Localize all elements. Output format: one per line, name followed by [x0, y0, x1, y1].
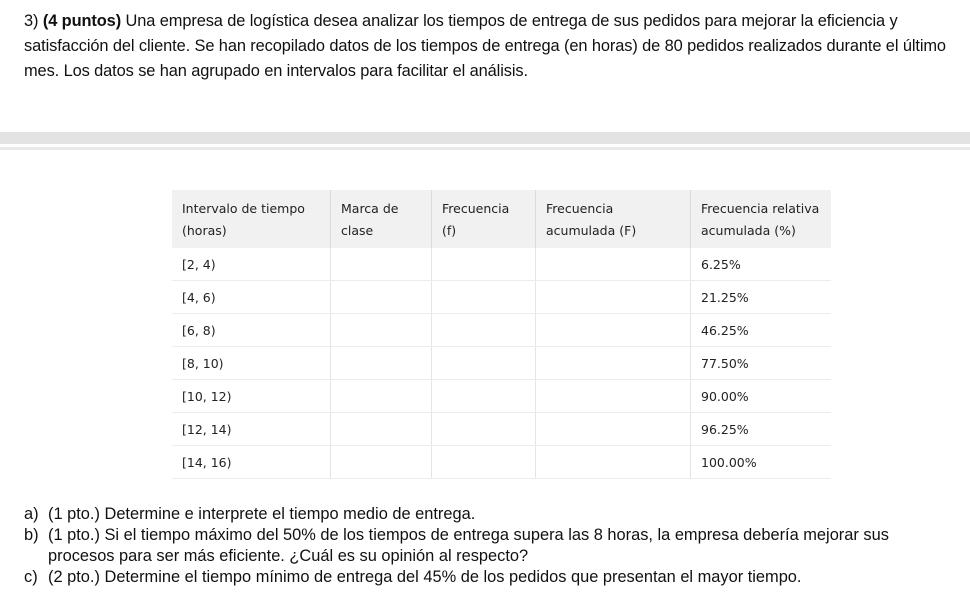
- header-cumulative-frequency: Frecuencia acumulada (F): [536, 190, 691, 248]
- cell-frequency: [432, 446, 536, 479]
- cell-frequency: [432, 248, 536, 281]
- problem-text: Una empresa de logística desea analizar los tiempos de entrega de sus pedidos para mejorar la eficiencia y satisfacción del cliente. Se han recopilado datos de los tiempos de entrega (en horas) de 80 pedidos realizados durante el último mes. Los datos se han agrupado en intervalos para facilitar el análisis.: [24, 12, 946, 80]
- cell-relative-cumulative: 6.25%: [691, 248, 832, 281]
- cell-interval: [2, 4): [172, 248, 331, 281]
- cell-cumulative-frequency: [536, 248, 691, 281]
- separator-line: [0, 147, 970, 150]
- table-row: [172, 380, 831, 413]
- cell-class-mark: [331, 281, 432, 314]
- table-header-row: [172, 190, 831, 248]
- question-text: (1 pto.) Determine e interprete el tiempo medio de entrega.: [48, 505, 476, 523]
- cell-interval: [8, 10): [172, 347, 331, 380]
- question-a: [24, 504, 954, 525]
- table-row: [172, 347, 831, 380]
- cell-interval: [6, 8): [172, 314, 331, 347]
- cell-class-mark: [331, 314, 432, 347]
- cell-relative-cumulative: 90.00%: [691, 380, 832, 413]
- problem-points: (4 puntos): [42, 12, 122, 30]
- question-text: (1 pto.) Si el tiempo máximo del 50% de los tiempos de entrega supera las 8 horas, la empresa debería mejorar sus procesos para ser más eficiente. ¿Cuál es su opinión al respecto?: [48, 526, 889, 565]
- cell-class-mark: [331, 347, 432, 380]
- cell-frequency: [432, 347, 536, 380]
- cell-cumulative-frequency: [536, 314, 691, 347]
- question-b: [24, 525, 954, 567]
- cell-interval: [4, 6): [172, 281, 331, 314]
- header-frequency: Frecuencia (f): [432, 190, 536, 248]
- cell-frequency: [432, 314, 536, 347]
- cell-relative-cumulative: 77.50%: [691, 347, 832, 380]
- cell-class-mark: [331, 380, 432, 413]
- cell-cumulative-frequency: [536, 281, 691, 314]
- cell-interval: [10, 12): [172, 380, 331, 413]
- table-row: [172, 281, 831, 314]
- cell-class-mark: [331, 248, 432, 281]
- table-row: [172, 248, 831, 281]
- problem-statement: [24, 9, 949, 84]
- table-row: [172, 413, 831, 446]
- table-row: [172, 314, 831, 347]
- problem-number: 3): [24, 12, 39, 30]
- cell-frequency: [432, 413, 536, 446]
- header-class-mark: Marca de clase: [331, 190, 432, 248]
- header-interval: Intervalo de tiempo (horas): [172, 190, 331, 248]
- question-label: b): [24, 526, 39, 544]
- separator-band: [0, 132, 970, 144]
- table-row: [172, 446, 831, 479]
- question-list: [24, 504, 954, 588]
- cell-relative-cumulative: 46.25%: [691, 314, 832, 347]
- question-label: c): [24, 568, 38, 586]
- cell-cumulative-frequency: [536, 413, 691, 446]
- cell-relative-cumulative: 21.25%: [691, 281, 832, 314]
- cell-interval: [14, 16): [172, 446, 331, 479]
- cell-relative-cumulative: 96.25%: [691, 413, 832, 446]
- cell-class-mark: [331, 446, 432, 479]
- cell-cumulative-frequency: [536, 380, 691, 413]
- question-c: [24, 567, 954, 588]
- cell-interval: [12, 14): [172, 413, 331, 446]
- cell-frequency: [432, 281, 536, 314]
- frequency-table: [172, 190, 831, 479]
- cell-cumulative-frequency: [536, 347, 691, 380]
- cell-cumulative-frequency: [536, 446, 691, 479]
- cell-class-mark: [331, 413, 432, 446]
- cell-relative-cumulative: 100.00%: [691, 446, 832, 479]
- question-text: (2 pto.) Determine el tiempo mínimo de entrega del 45% de los pedidos que presentan el mayor tiempo.: [48, 568, 802, 586]
- cell-frequency: [432, 380, 536, 413]
- header-relative-cumulative: Frecuencia relativa acumulada (%): [691, 190, 832, 248]
- question-label: a): [24, 505, 39, 523]
